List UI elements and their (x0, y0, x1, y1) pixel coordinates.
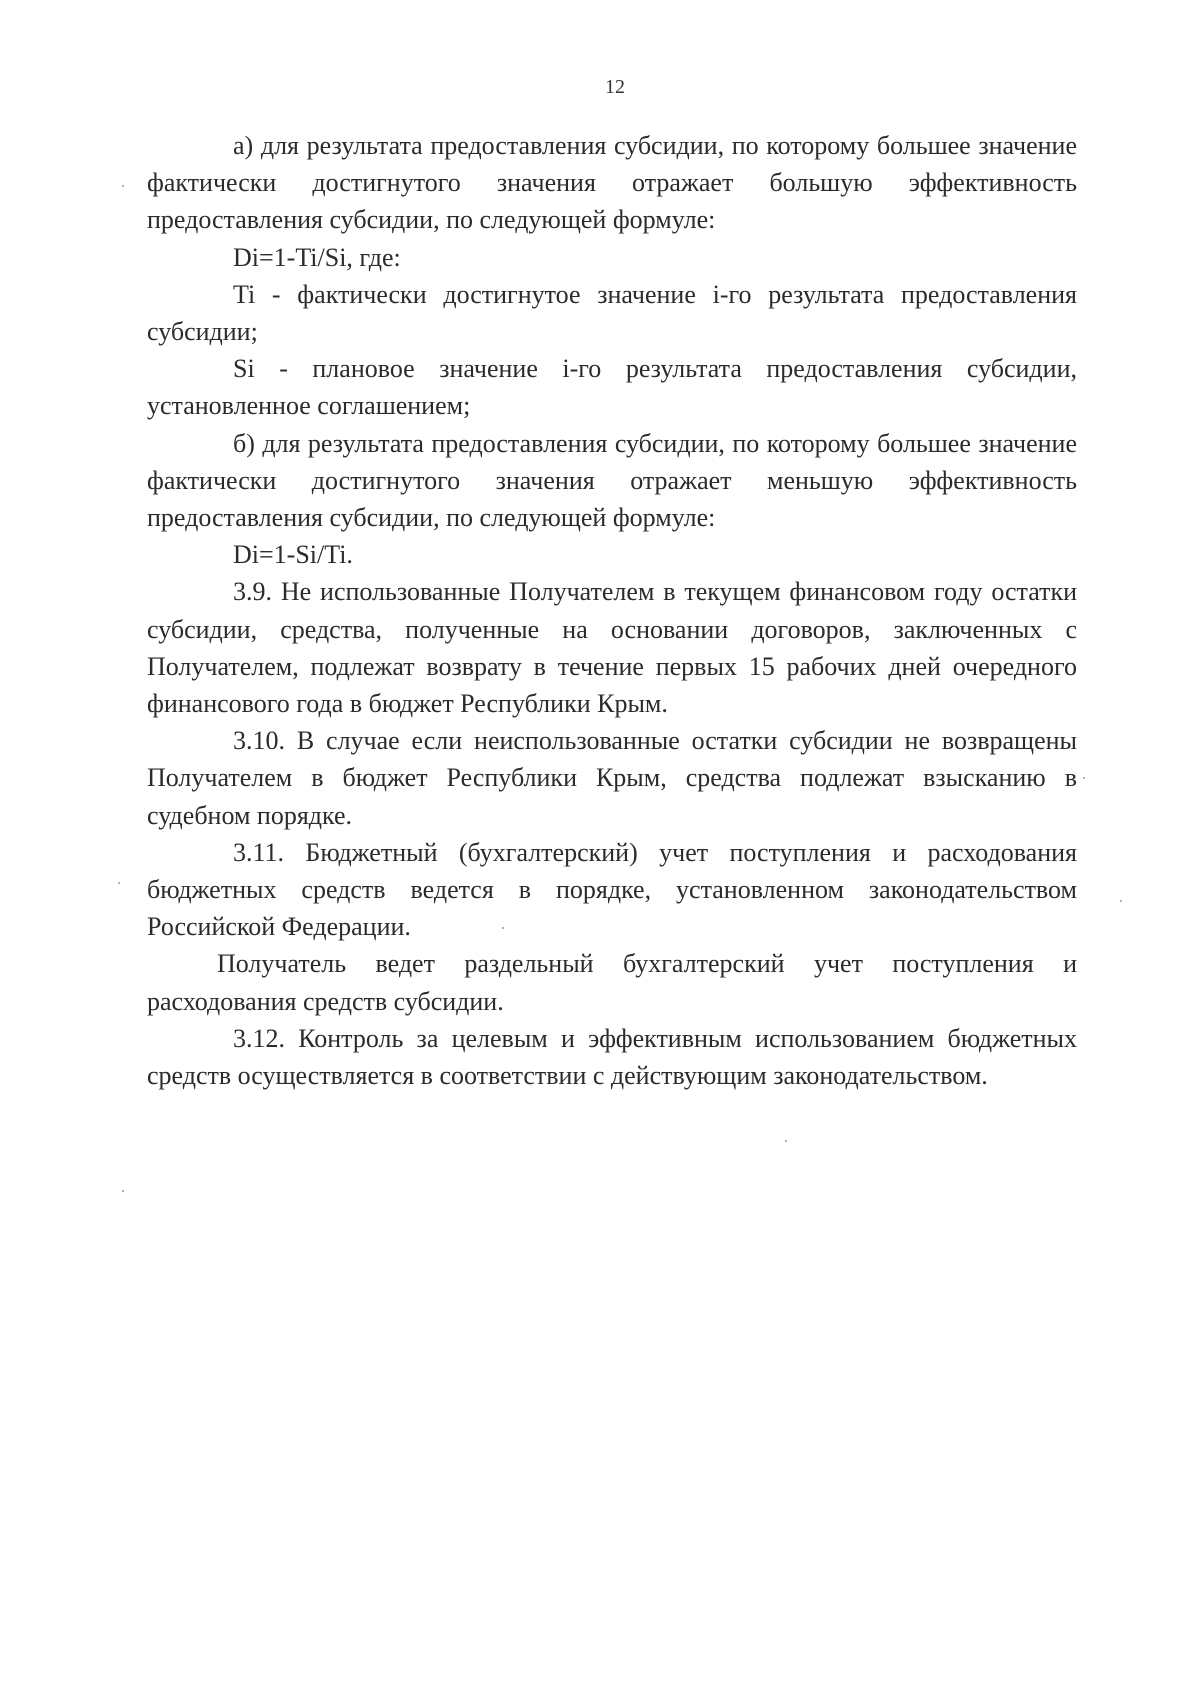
clause-3-12: 3.12. Контроль за целевым и эффективным использованием бюджетных средств осуществляется в соответствии с действующим законодательством. (147, 1023, 1077, 1091)
document-body (147, 127, 1077, 1094)
scan-speck (1083, 777, 1085, 779)
scan-speck (118, 882, 120, 884)
formula-1: Di=1-Ti/Si, где: (233, 242, 401, 272)
page-number: 12 (605, 76, 625, 98)
paragraph-b: б) для результата предоставления субсидии, по которому большее значение фактически достигнутого значения отражает меньшую эффективность предоставления субсидии, по следующей формуле: (147, 428, 1077, 533)
definition-ti: Ti - фактически достигнутое значение i-го результата предоставления субсидии; (147, 279, 1077, 347)
scan-speck (1120, 900, 1122, 902)
scan-speck (122, 185, 124, 187)
clause-3-10: 3.10. В случае если неиспользованные остатки субсидии не возвращены Получателем в бюджет Республики Крым, средства подлежат взысканию в судебном порядке. (147, 726, 1077, 830)
formula-2: Di=1-Si/Ti. (233, 540, 353, 570)
scan-speck (502, 927, 504, 929)
scan-speck (785, 1140, 787, 1142)
recipient-accounting-paragraph: Получатель ведет раздельный бухгалтерский учет поступления и расходования средств субсидии. (147, 949, 1077, 1016)
scan-speck (122, 1190, 124, 1192)
clause-3-11: 3.11. Бюджетный (бухгалтерский) учет поступления и расходования бюджетных средств ведется в порядке, установленном законодательством Российской Федерации. (147, 837, 1077, 942)
definition-si: Si - плановое значение i-го результата предоставления субсидии, установленное соглашением; (147, 354, 1077, 421)
clause-3-9: 3.9. Не использованные Получателем в текущем финансовом году остатки субсидии, средства, полученные на основании договоров, заключенных с Получателем, подлежат возврату в течение первых 15 рабочих дней очередного финансового года в бюджет Республики Крым. (147, 577, 1077, 719)
paragraph-a: а) для результата предоставления субсидии, по которому большее значение фактически достигнутого значения отражает большую эффективность предоставления субсидии, по следующей формуле: (147, 131, 1077, 235)
